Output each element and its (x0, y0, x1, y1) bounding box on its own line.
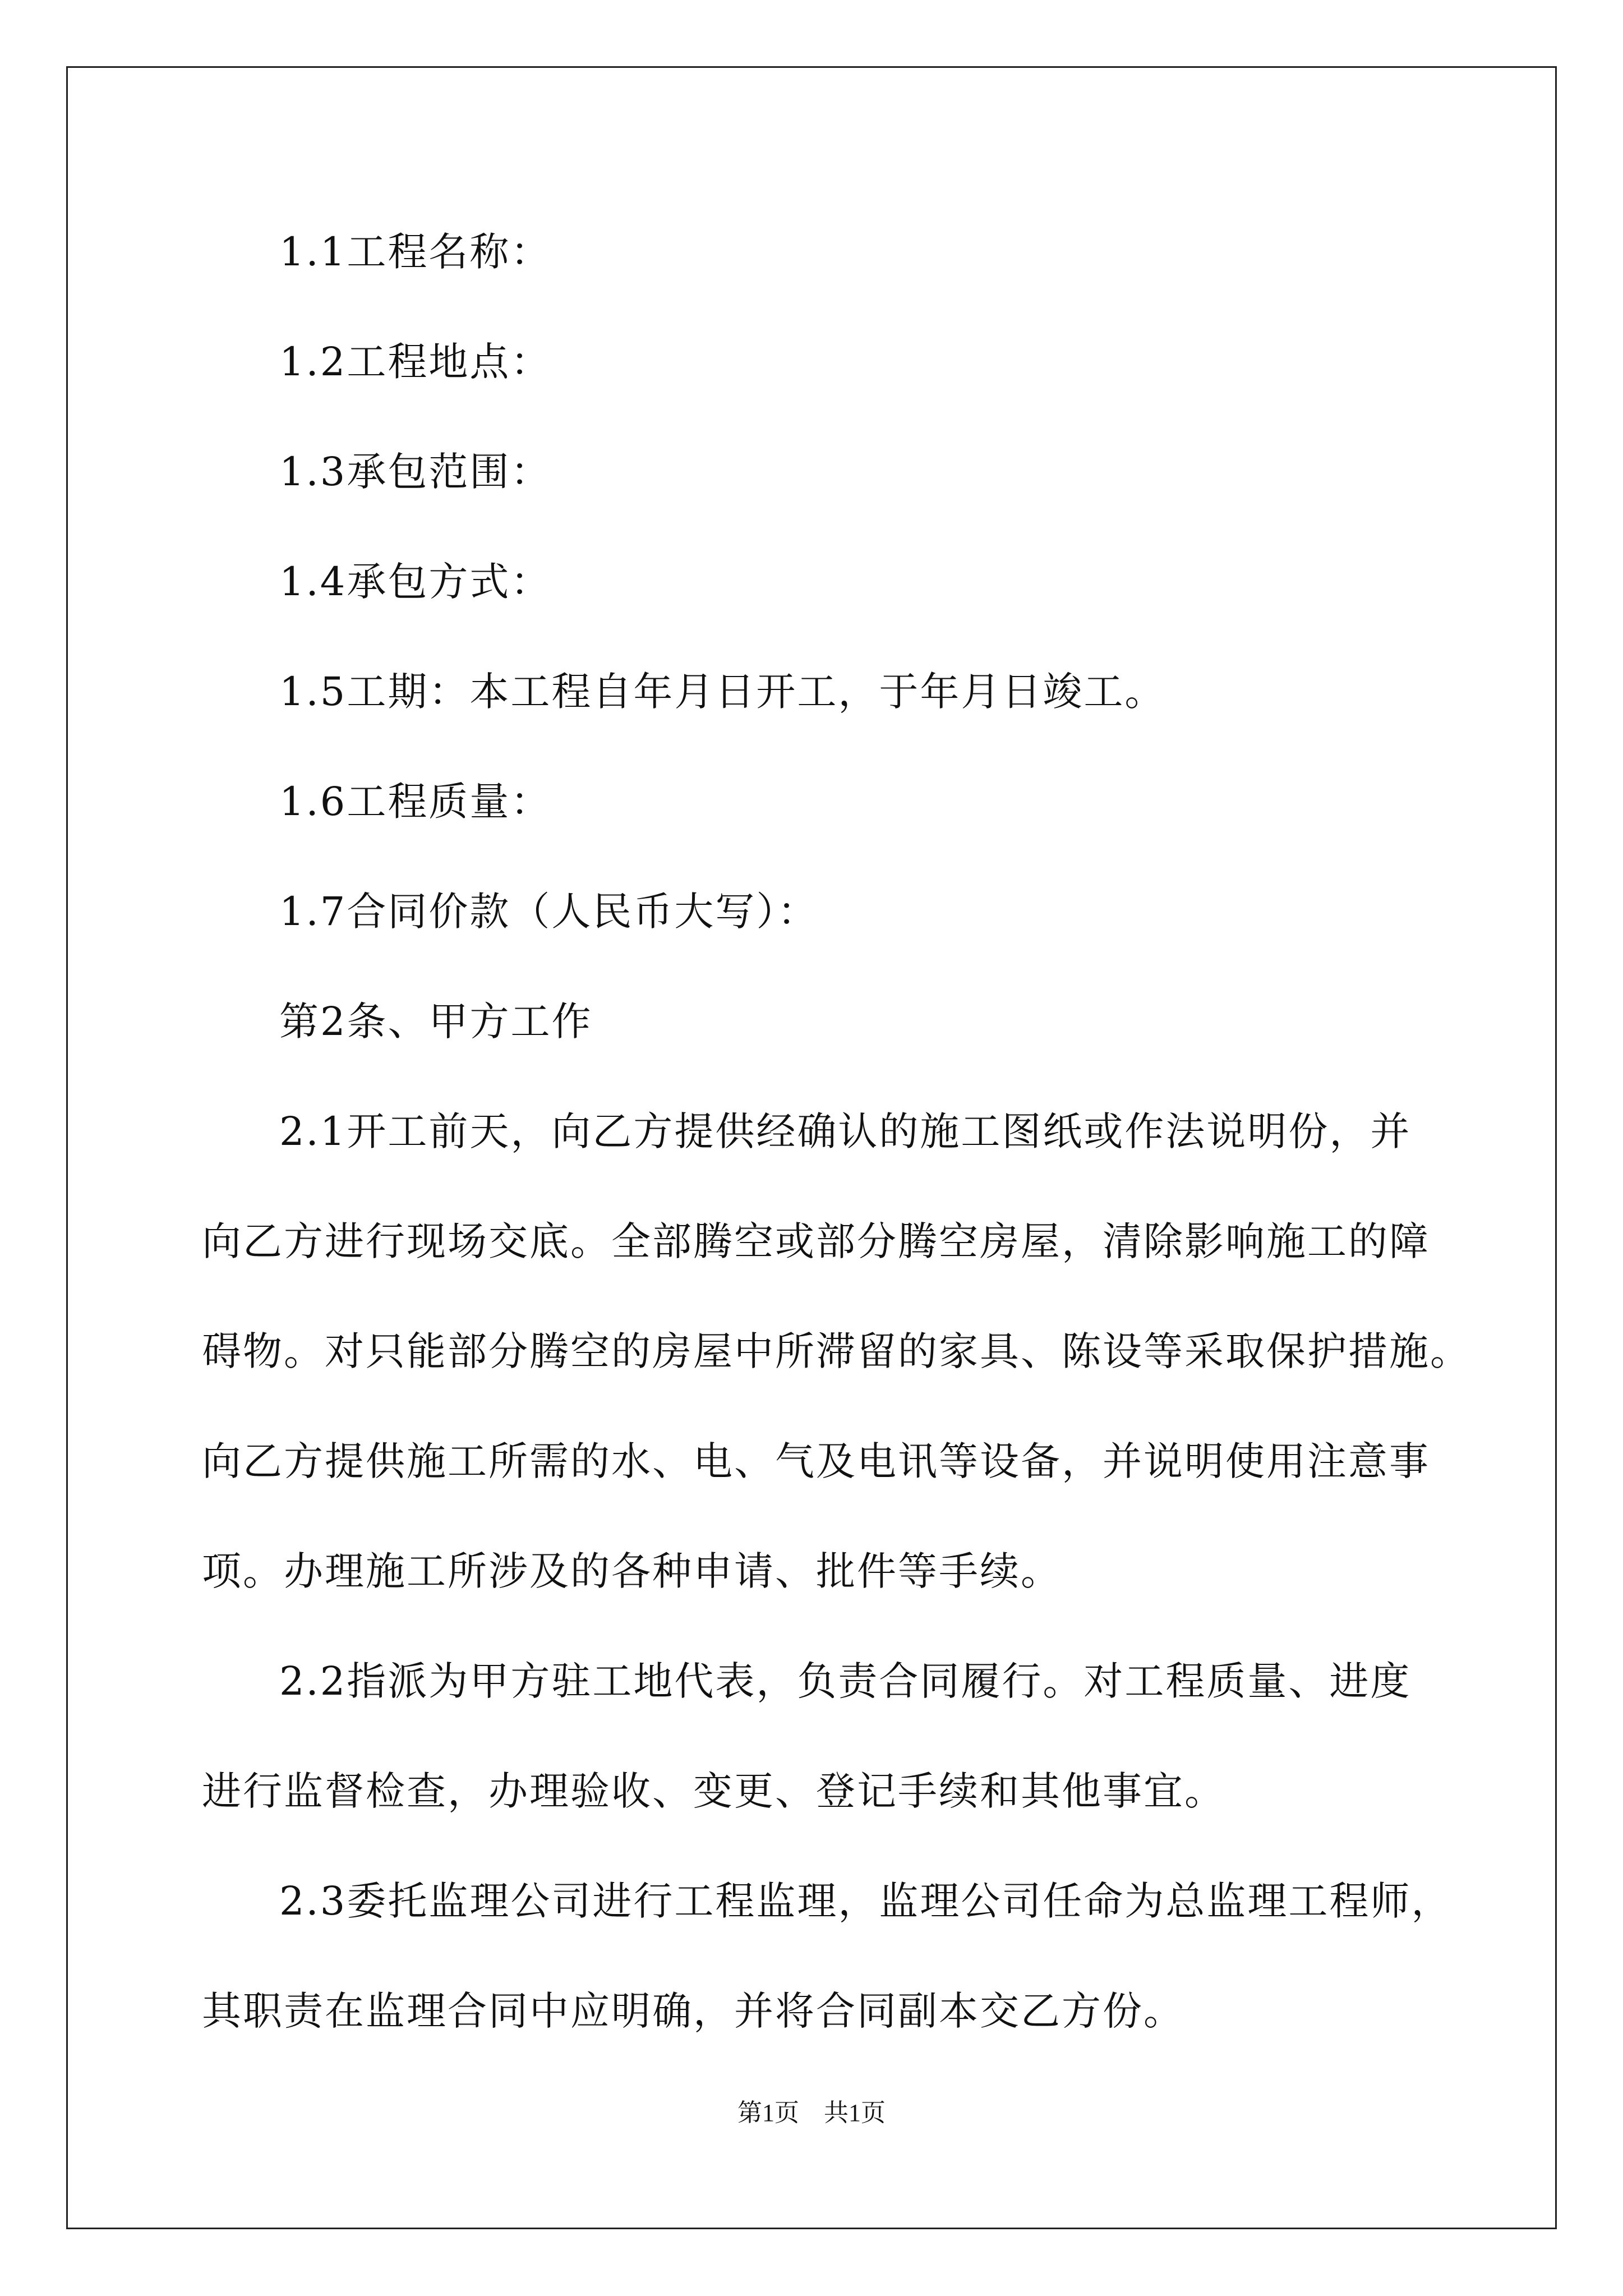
paragraph-2-1-line: 向乙方提供施工所需的水、电、气及电讯等设备，并说明使用注意事 (202, 1438, 1430, 1484)
paragraph-2-1-line: 碍物。对只能部分腾空的房屋中所滞留的家具、陈设等采取保护措施。 (202, 1328, 1471, 1374)
paragraph-2-1-line: 项。办理施工所涉及的各种申请、批件等手续。 (202, 1548, 1062, 1594)
item-1-3: 1.3承包范围： (279, 449, 552, 495)
item-1-7: 1.7合同价款（人民币大写）： (279, 889, 819, 935)
paragraph-2-3-line: 2.3委托监理公司进行工程监理，监理公司任命为总监理工程师， (279, 1878, 1453, 1924)
paragraph-2-1-line: 2.1开工前天，向乙方提供经确认的施工图纸或作法说明份，并 (279, 1108, 1412, 1154)
article-2-title: 第2条、甲方工作 (279, 999, 593, 1045)
paragraph-2-3-line: 其职责在监理合同中应明确，并将合同副本交乙方份。 (202, 1988, 1184, 2034)
paragraph-2-2-line: 进行监督检查，办理验收、变更、登记手续和其他事宜。 (202, 1768, 1225, 1814)
item-1-6: 1.6工程质量： (279, 779, 552, 825)
item-1-1: 1.1工程名称： (279, 229, 552, 275)
paragraph-2-1-line: 向乙方进行现场交底。全部腾空或部分腾空房屋，清除影响施工的障 (202, 1218, 1430, 1264)
paragraph-2-2-line: 2.2指派为甲方驻工地代表，负责合同履行。对工程质量、进度 (279, 1658, 1412, 1704)
page-footer: 第1页 共1页 (737, 2099, 886, 2127)
item-1-5: 1.5工期：本工程自年月日开工，于年月日竣工。 (279, 669, 1166, 715)
item-1-4: 1.4承包方式： (279, 559, 552, 605)
item-1-2: 1.2工程地点： (279, 339, 552, 385)
